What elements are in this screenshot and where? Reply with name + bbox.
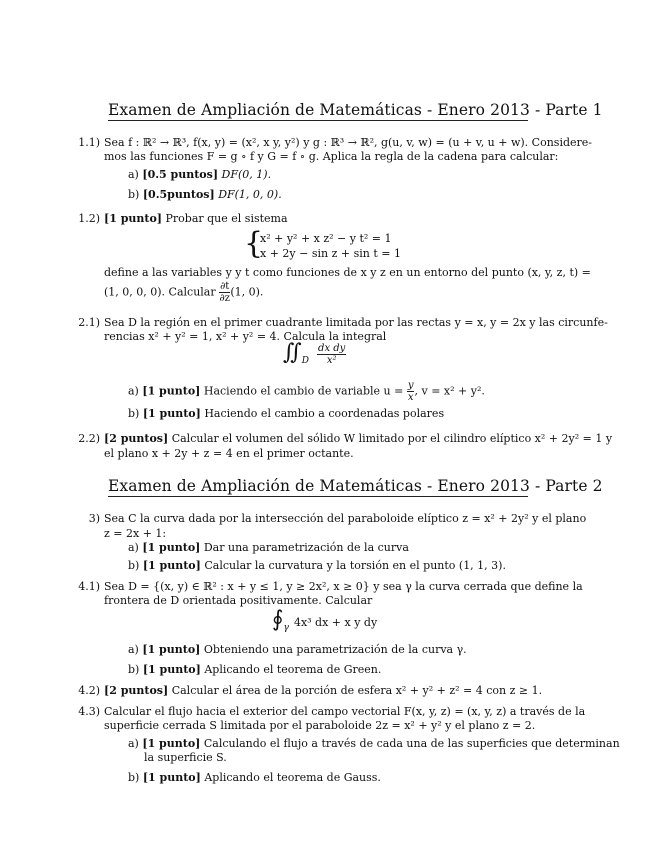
integral-symbol: ∬ — [283, 340, 302, 365]
part2-title: Examen de Ampliación de Matemáticas - Enero 2013 - Parte 2 — [108, 477, 603, 495]
q12-line4 — [104, 281, 263, 304]
line-integrand: 4x³ dx + x y dy — [293, 616, 378, 629]
q3-a — [128, 541, 409, 555]
q11-line2: mos las funciones F = g ∘ f y G = f ∘ g. Aplica la regla de la cadena para calcular: — [104, 150, 559, 163]
q22-line2: el plano x + 2y + z = 4 en el primer octante. — [104, 447, 354, 460]
q11-line1: Sea f : ℝ² → ℝ³, f(x, y) = (x², x y, y²) y g : ℝ³ → ℝ², g(u, v, w) = (u + v, u + w). Considere- — [104, 136, 593, 149]
q11-a — [128, 168, 271, 182]
q43-b-label: b) — [128, 771, 140, 784]
q11-a-points: [0.5 puntos] — [142, 168, 219, 181]
q3-a-text: Dar una parametrización de la curva — [203, 541, 409, 554]
q3-a-label: a) — [128, 541, 139, 554]
q42-points: [2 puntos] — [104, 684, 169, 697]
contour-subscript: γ — [283, 623, 289, 634]
q11-a-label: a) — [128, 168, 139, 181]
q3-a-points: [1 punto] — [142, 541, 201, 554]
q11-b — [128, 188, 282, 202]
q43-b — [128, 771, 381, 785]
line-integral — [272, 607, 377, 633]
q12-intro — [104, 212, 288, 226]
q21-a-tail: , v = x² + y². — [414, 384, 485, 398]
integral-domain: D — [301, 356, 309, 367]
u-num: y — [407, 380, 414, 391]
q11-a-text: DF(0, 1). — [221, 168, 272, 181]
q3-b-text: Calcular la curvatura y la torsión en el punto (1, 1, 3). — [204, 559, 506, 572]
q11-b-points: [0.5puntos] — [142, 188, 215, 201]
frac-num: ∂t — [220, 281, 230, 292]
q41-line1: Sea D = {(x, y) ∈ ℝ² : x + y ≤ 1, y ≥ 2x², x ≥ 0} y sea γ la curva cerrada que define la — [104, 580, 583, 593]
q21-a-label: a) — [128, 384, 139, 398]
q21-b-points: [1 punto] — [142, 407, 201, 420]
q42-text: Calcular el área de la porción de esfera x² + y² + z² = 4 con z ≥ 1. — [171, 684, 543, 697]
q12-label: 1.2) — [78, 212, 100, 225]
integrand-den: x² — [326, 355, 337, 366]
q41-b — [128, 663, 381, 677]
q43-line1: Calcular el flujo hacia el exterior del campo vectorial F(x, y, z) = (x, y, z) a través de la — [104, 705, 586, 718]
q3-label: 3) — [88, 512, 100, 525]
q41-line2: frontera de D orientada positivamente. Calcular — [104, 594, 373, 607]
q12-text: Probar que el sistema — [165, 212, 288, 225]
q41-a-text: Obteniendo una parametrización de la curva γ. — [203, 643, 467, 656]
q43-a-text2: la superficie S. — [144, 751, 227, 764]
q11-label: 1.1) — [78, 136, 100, 149]
part1-title-rule — [108, 120, 528, 121]
integrand-fraction — [317, 343, 346, 366]
frac-den: ∂z — [219, 293, 230, 304]
dt-dz-fraction — [219, 281, 230, 304]
q21-line1: Sea D la región en el primer cuadrante limitada por las rectas y = x, y = 2x y las circunfe- — [104, 316, 608, 329]
q3-line1: Sea C la curva dada por la intersección del paraboloide elíptico z = x² + 2y² y el plano — [104, 512, 587, 525]
system-brace: { — [244, 226, 264, 261]
q21-a — [128, 380, 485, 403]
q21-a-points: [1 punto] — [142, 384, 201, 398]
q21-line2: rencias x² + y² = 1, x² + y² = 4. Calcula la integral — [104, 330, 387, 343]
q11-b-label: b) — [128, 188, 140, 201]
part2-title-rule — [108, 496, 528, 497]
q41-b-label: b) — [128, 663, 140, 676]
q41-label: 4.1) — [78, 580, 100, 593]
q43-b-points: [1 punto] — [142, 771, 201, 784]
q21-b-text: Haciendo el cambio a coordenadas polares — [204, 407, 445, 420]
q43-a-label: a) — [128, 737, 139, 750]
q43-a-text: Calculando el flujo a través de cada una de las superficies que determinan — [203, 737, 620, 750]
q3-b-label: b) — [128, 559, 140, 572]
q41-a-points: [1 punto] — [142, 643, 201, 656]
q43-label: 4.3) — [78, 705, 100, 718]
q22-label: 2.2) — [78, 432, 100, 445]
double-integral — [283, 340, 346, 366]
q12-line4b: (1, 0). — [230, 285, 264, 299]
q12-points: [1 punto] — [104, 212, 162, 225]
q12-eq1: x² + y² + x z² − y t² = 1 — [260, 232, 392, 245]
q22-line1: Calcular el volumen del sólido W limitado por el cilindro elíptico x² + 2y² = 1 y — [171, 432, 613, 445]
u-den: x — [407, 392, 414, 403]
q41-b-points: [1 punto] — [142, 663, 201, 676]
q12-line3: define a las variables y y t como funciones de x y z en un entorno del punto (x, y, z, t) = — [104, 266, 591, 279]
q22-line1-wrap — [104, 432, 612, 446]
q11-b-text: DF(1, 0, 0). — [218, 188, 282, 201]
integrand-num: dx dy — [318, 343, 346, 354]
q3-b-points: [1 punto] — [142, 559, 201, 572]
q43-a-points: [1 punto] — [142, 737, 201, 750]
q41-b-text: Aplicando el teorema de Green. — [204, 663, 382, 676]
q12-line4a: (1, 0, 0, 0). Calcular — [104, 285, 216, 299]
q21-b-label: b) — [128, 407, 140, 420]
part1-title: Examen de Ampliación de Matemáticas - Enero 2013 - Parte 1 — [108, 101, 603, 119]
q43-line2: superficie cerrada S limitada por el paraboloide 2z = x² + y² y el plano z = 2. — [104, 719, 536, 732]
q42-label: 4.2) — [78, 684, 100, 697]
q3-b — [128, 559, 506, 573]
q21-label: 2.1) — [78, 316, 100, 329]
q3-line2: z = 2x + 1: — [104, 527, 167, 540]
q21-b — [128, 407, 444, 421]
contour-integral-symbol: ∮ — [272, 607, 284, 632]
q43-b-text: Aplicando el teorema de Gauss. — [204, 771, 381, 784]
q21-a-text: Haciendo el cambio de variable u = — [203, 384, 404, 398]
q22-points: [2 puntos] — [104, 432, 169, 445]
q41-a — [128, 643, 467, 657]
q43-a — [128, 737, 620, 751]
q42-line — [104, 684, 542, 698]
q12-eq2: x + 2y − sin z + sin t = 1 — [260, 247, 401, 260]
q41-a-label: a) — [128, 643, 139, 656]
